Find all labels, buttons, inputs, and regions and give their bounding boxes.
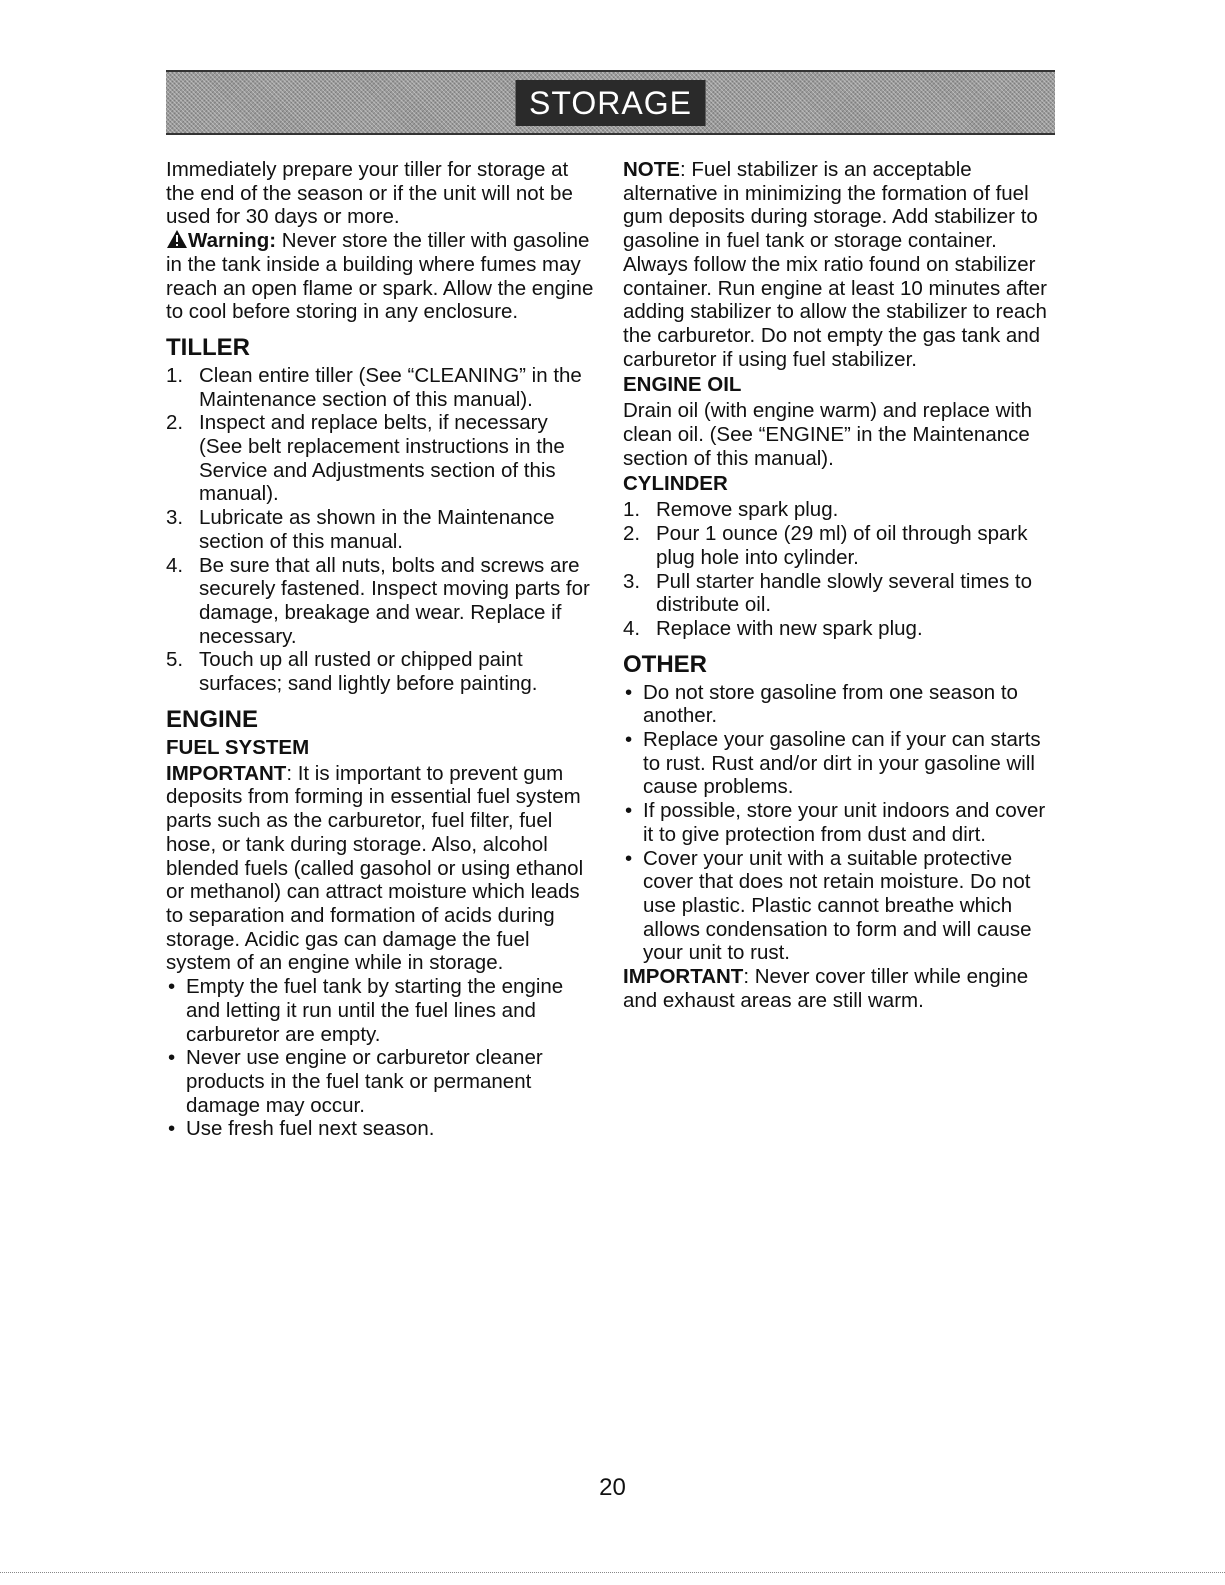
list-item bbox=[623, 522, 1055, 569]
step-text: Replace with new spark plug. bbox=[656, 616, 923, 640]
intro-paragraph: Immediately prepare your tiller for storage at the end of the season or if the unit will not be used for 30 days or more. bbox=[166, 158, 573, 229]
bullet-text: Do not store gasoline from one season to another. bbox=[643, 680, 1018, 728]
warning-text: Never store the tiller with gasoline in the tank inside a building where fumes may reach an open flame or spark. Allow the engine to cool before storing in any enclosure. bbox=[166, 229, 594, 324]
list-item bbox=[166, 975, 596, 1046]
step-text: Inspect and replace belts, if necessary (See belt replacement instructions in the Service and Adjustments section of this manual). bbox=[199, 411, 565, 506]
step-text: Lubricate as shown in the Maintenance section of this manual. bbox=[199, 506, 555, 553]
bullet-icon: • bbox=[168, 1046, 176, 1070]
bottom-divider bbox=[0, 1572, 1225, 1573]
step-number: 5. bbox=[166, 648, 184, 672]
list-item bbox=[623, 570, 1055, 617]
other-heading: OTHER bbox=[623, 650, 707, 678]
page-number: 20 bbox=[599, 1474, 626, 1501]
note-paragraph bbox=[623, 158, 1055, 371]
bullet-text: If possible, store your unit indoors and cover it to give protection from dust and dirt. bbox=[643, 799, 1046, 846]
engine-oil-heading: ENGINE OIL bbox=[623, 373, 742, 397]
bullet-icon: • bbox=[625, 680, 633, 704]
tiller-heading: TILLER bbox=[166, 333, 250, 361]
section-title: STORAGE bbox=[515, 80, 706, 126]
step-text: Clean entire tiller (See “CLEANING” in the Maintenance section of this manual). bbox=[199, 363, 582, 411]
step-number: 3. bbox=[166, 506, 184, 530]
important-text: : Never cover tiller while engine and exhaust areas are still warm. bbox=[623, 965, 1029, 1012]
important-text: : It is important to prevent gum deposits from forming in essential fuel system parts such as the carburetor, fuel filter, fuel hose, or tank during storage. Also, alcohol blended fuels (called gasohol or using ethanol or methanol) can attract moisture which leads to separation and formation of acids during storage. Acidic gas can damage the fuel system of an engine while in storage. bbox=[166, 761, 584, 975]
fuel-bullets-list bbox=[166, 975, 596, 1141]
bullet-text: Cover your unit with a suitable protective cover that does not retain moisture. Do not use plastic. Plastic cannot breathe which allows condensation to form and will cause your unit to rust. bbox=[643, 846, 1032, 965]
list-item bbox=[623, 681, 1055, 728]
important-note-paragraph bbox=[623, 965, 1055, 1012]
step-number: 1. bbox=[623, 498, 641, 522]
list-item bbox=[166, 364, 596, 411]
bullet-icon: • bbox=[625, 799, 633, 823]
tiller-steps-list bbox=[166, 364, 596, 696]
step-number: 4. bbox=[166, 553, 184, 577]
fuel-system-heading: FUEL SYSTEM bbox=[166, 735, 310, 759]
bullet-text: Never use engine or carburetor cleaner products in the fuel tank or permanent damage may occur. bbox=[186, 1046, 543, 1117]
bullet-icon: • bbox=[168, 975, 176, 999]
step-number: 4. bbox=[623, 616, 641, 640]
step-number: 1. bbox=[166, 363, 184, 387]
cylinder-heading: CYLINDER bbox=[623, 472, 728, 496]
list-item bbox=[166, 506, 596, 553]
list-item bbox=[623, 847, 1055, 966]
list-item bbox=[166, 648, 596, 695]
note-text: : Fuel stabilizer is an acceptable alternative in minimizing the formation of fuel gum deposits during storage. Add stabilizer to gasoline in fuel tank or storage container. Always follow the mix ratio found on stabilizer container. Run engine at least 10 minutes after adding stabilizer to allow the stabilizer to reach the carburetor. Do not empty the gas tank and carburetor if using fuel stabilizer. bbox=[623, 158, 1047, 371]
important-label: IMPORTANT bbox=[166, 761, 287, 785]
step-number: 2. bbox=[166, 411, 184, 435]
bullet-text: Replace your gasoline can if your can starts to rust. Rust and/or dirt in your gasoline will cause problems. bbox=[643, 728, 1041, 799]
step-number: 3. bbox=[623, 569, 641, 593]
list-item bbox=[166, 1117, 596, 1141]
step-text: Pull starter handle slowly several times to distribute oil. bbox=[656, 569, 1032, 617]
list-item bbox=[623, 498, 1055, 522]
note-label: NOTE bbox=[623, 158, 680, 181]
list-item bbox=[166, 554, 596, 649]
left-column bbox=[166, 158, 596, 1141]
bullet-text: Empty the fuel tank by starting the engine and letting it run until the fuel lines and carburetor are empty. bbox=[186, 975, 564, 1046]
important-label: IMPORTANT bbox=[623, 965, 744, 989]
warning-label: Warning: bbox=[188, 229, 277, 253]
list-item bbox=[623, 617, 1055, 641]
step-text: Touch up all rusted or chipped paint surfaces; sand lightly before painting. bbox=[199, 648, 538, 696]
step-text: Be sure that all nuts, bolts and screws are securely fastened. Inspect moving parts for damage, breakage and wear. Replace if necessary. bbox=[199, 553, 590, 648]
list-item bbox=[623, 728, 1055, 799]
bullet-icon: • bbox=[625, 846, 633, 870]
list-item bbox=[623, 799, 1055, 846]
other-bullets-list bbox=[623, 681, 1055, 965]
list-item bbox=[166, 1046, 596, 1117]
step-number: 2. bbox=[623, 522, 641, 546]
engine-heading: ENGINE bbox=[166, 705, 259, 733]
bullet-icon: • bbox=[625, 728, 633, 752]
right-column bbox=[623, 158, 1055, 1013]
step-text: Remove spark plug. bbox=[656, 498, 839, 522]
warning-paragraph bbox=[166, 229, 596, 324]
step-text: Pour 1 ounce (29 ml) of oil through spark plug hole into cylinder. bbox=[656, 522, 1028, 569]
important-paragraph bbox=[166, 762, 596, 975]
section-banner bbox=[166, 70, 1055, 135]
warning-triangle-icon bbox=[166, 229, 188, 249]
bullet-text: Use fresh fuel next season. bbox=[186, 1117, 435, 1141]
bullet-icon: • bbox=[168, 1117, 176, 1141]
engine-oil-paragraph: Drain oil (with engine warm) and replace with clean oil. (See “ENGINE” in the Maintenance section of this manual). bbox=[623, 399, 1033, 470]
list-item bbox=[166, 411, 596, 506]
cylinder-steps-list bbox=[623, 498, 1055, 640]
